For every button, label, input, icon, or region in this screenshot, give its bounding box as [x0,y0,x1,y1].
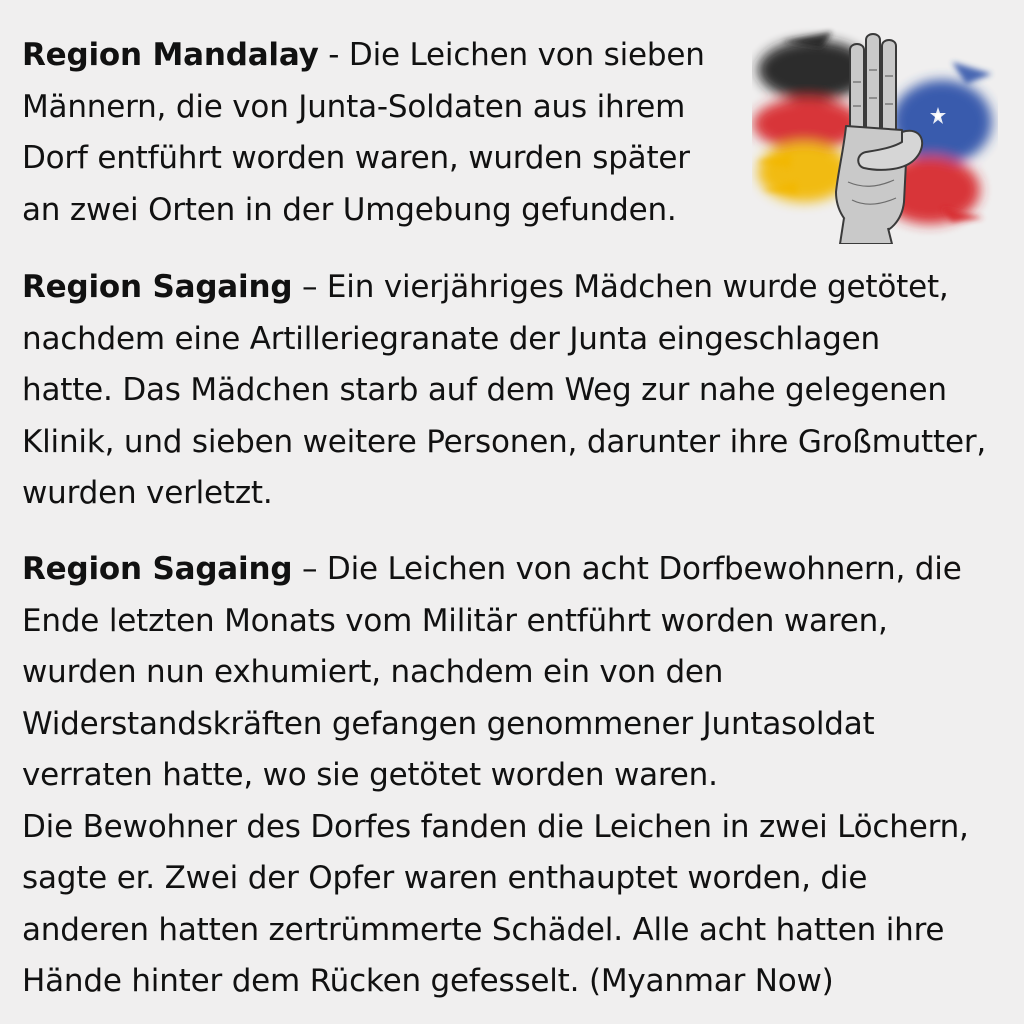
text-line: verraten hatte, wo sie getötet worden waren. [22,757,718,793]
text-line: Dorf entführt worden waren, wurden später [22,140,690,176]
text-line: Die Leichen von sieben [348,37,705,73]
text-line: Widerstandskräften gefangen genommener Juntasoldat [22,705,875,742]
text-line: anderen hatten zertrümmerte Schädel. Alle acht hatten ihre [22,911,945,948]
news-item-first-line [22,544,1012,596]
text-line: Männern, die von Junta-Soldaten aus ihrem [22,88,686,125]
text-line: Klinik, und sieben weitere Personen, darunter ihre Großmutter, [22,423,987,460]
news-item-sagaing-villagers [22,544,1012,1008]
text-line: Hände hinter dem Rücken gefesselt. (Myanmar Now) [22,963,834,999]
text-line: Die Bewohner des Dorfes fanden die Leichen in zwei Löchern, [22,808,969,845]
three-finger-salute-flags-icon [752,22,998,244]
text-line: sagte er. Zwei der Opfer waren enthauptet worden, die [22,860,868,896]
region-heading: Region Sagaing [22,551,293,587]
region-heading: Region Mandalay [22,37,319,73]
news-item-sagaing-girl [22,262,1012,520]
text-line: Die Leichen von acht Dorfbewohnern, die [326,551,962,587]
text-line: Ende letzten Monats vom Militär entführt worden waren, [22,602,888,639]
text-line: Ein vierjähriges Mädchen wurde getötet, [326,269,949,305]
text-line: wurden verletzt. [22,475,273,511]
separator: – [292,551,327,587]
text-line: wurden nun exhumiert, nachdem ein von den [22,654,724,690]
text-line: an zwei Orten in der Umgebung gefunden. [22,191,677,228]
text-line: hatte. Das Mädchen starb auf dem Weg zur nahe gelegenen [22,372,947,408]
news-item-first-line [22,30,742,82]
news-item-mandalay [22,30,742,236]
text-line: nachdem eine Artilleriegranate der Junta eingeschlagen [22,320,880,357]
news-item-first-line [22,262,1012,314]
separator: – [292,269,327,305]
region-heading: Region Sagaing [22,269,293,305]
separator: - [318,37,349,73]
